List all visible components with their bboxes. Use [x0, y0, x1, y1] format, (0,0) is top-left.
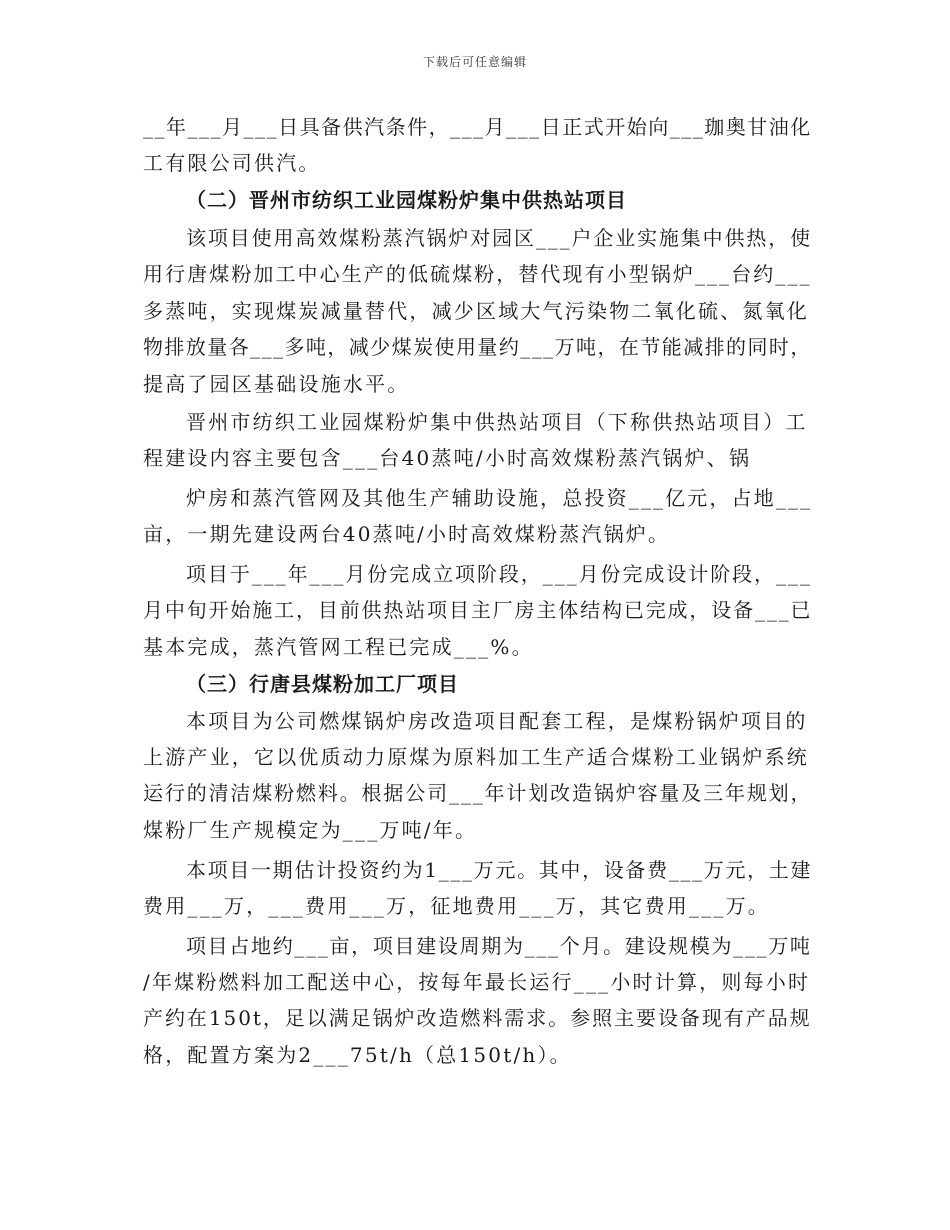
paragraph-line: 项目占地约___亩，项目建设周期为___个月。建设规模为___万吨 [186, 934, 812, 958]
paragraph-line: 提高了园区基础设施水平。 [143, 372, 410, 396]
paragraph-line: __年___月___日具备供汽条件，___月___日正式开始向___珈奥甘油化 [143, 115, 812, 139]
paragraph-line: 物排放量各___多吨，减少煤炭使用量约___万吨，在节能减排的同时， [143, 335, 812, 359]
paragraph-line: 煤粉厂生产规模定为___万吨/年。 [143, 818, 478, 842]
paragraph-line: 该项目使用高效煤粉蒸汽锅炉对园区___户企业实施集中供热，使 [186, 226, 812, 250]
paragraph-line: 运行的清洁煤粉燃料。根据公司___年计划改造锅炉容量及三年规划， [143, 781, 813, 805]
paragraph-line: 程建设内容主要包含___台40蒸吨/小时高效煤粉蒸汽锅炉、锅 [143, 446, 752, 470]
paragraph-line: /年煤粉燃料加工配送中心，按每年最长运行___小时计算，则每小时 [143, 970, 811, 994]
section-heading: （三）行唐县煤粉加工厂项目 [186, 672, 459, 696]
paragraph-line: 多蒸吨，实现煤炭减量替代，减少区域大气污染物二氧化硫、氮氧化 [143, 299, 809, 323]
paragraph-line: 上游产业，它以优质动力原煤为原料加工生产适合煤粉工业锅炉系统 [143, 745, 809, 769]
paragraph-line: 亩，一期先建设两台40蒸吨/小时高效煤粉蒸汽锅炉。 [143, 522, 671, 546]
paragraph-line: 工有限公司供汽。 [143, 151, 321, 175]
page-header: 下载后可任意编辑 [422, 55, 527, 69]
paragraph-line: 本项目为公司燃煤锅炉房改造项目配套工程，是煤粉锅炉项目的 [186, 709, 808, 733]
paragraph-line: 费用___万，___费用___万，征地费用___万，其它费用___万。 [143, 894, 770, 918]
paragraph-line: 本项目一期估计投资约为1___万元。其中，设备费___万元，土建 [186, 858, 813, 882]
paragraph-line: 月中旬开始施工，目前供热站项目主厂房主体结构已完成，设备___已 [143, 598, 813, 622]
section-heading: （二）晋州市纺织工业园煤粉炉集中供热站项目 [186, 188, 627, 212]
paragraph-line: 用行唐煤粉加工中心生产的低硫煤粉，替代现有小型锅炉___台约___ [143, 262, 812, 286]
paragraph-line: 炉房和蒸汽管网及其他生产辅助设施，总投资___亿元，占地___ [186, 486, 813, 510]
paragraph-line: 基本完成，蒸汽管网工程已完成___%。 [143, 635, 534, 659]
paragraph-line: 晋州市纺织工业园煤粉炉集中供热站项目（下称供热站项目）工 [186, 410, 808, 434]
paragraph-line: 产约在150t，足以满足锅炉改造燃料需求。参照主要设备现有产品规 [143, 1006, 812, 1030]
paragraph-line: 格，配置方案为2___75t/h（总150t/h）。 [143, 1043, 572, 1067]
paragraph-line: 项目于___年___月份完成立项阶段，___月份完成设计阶段，___ [186, 562, 812, 586]
